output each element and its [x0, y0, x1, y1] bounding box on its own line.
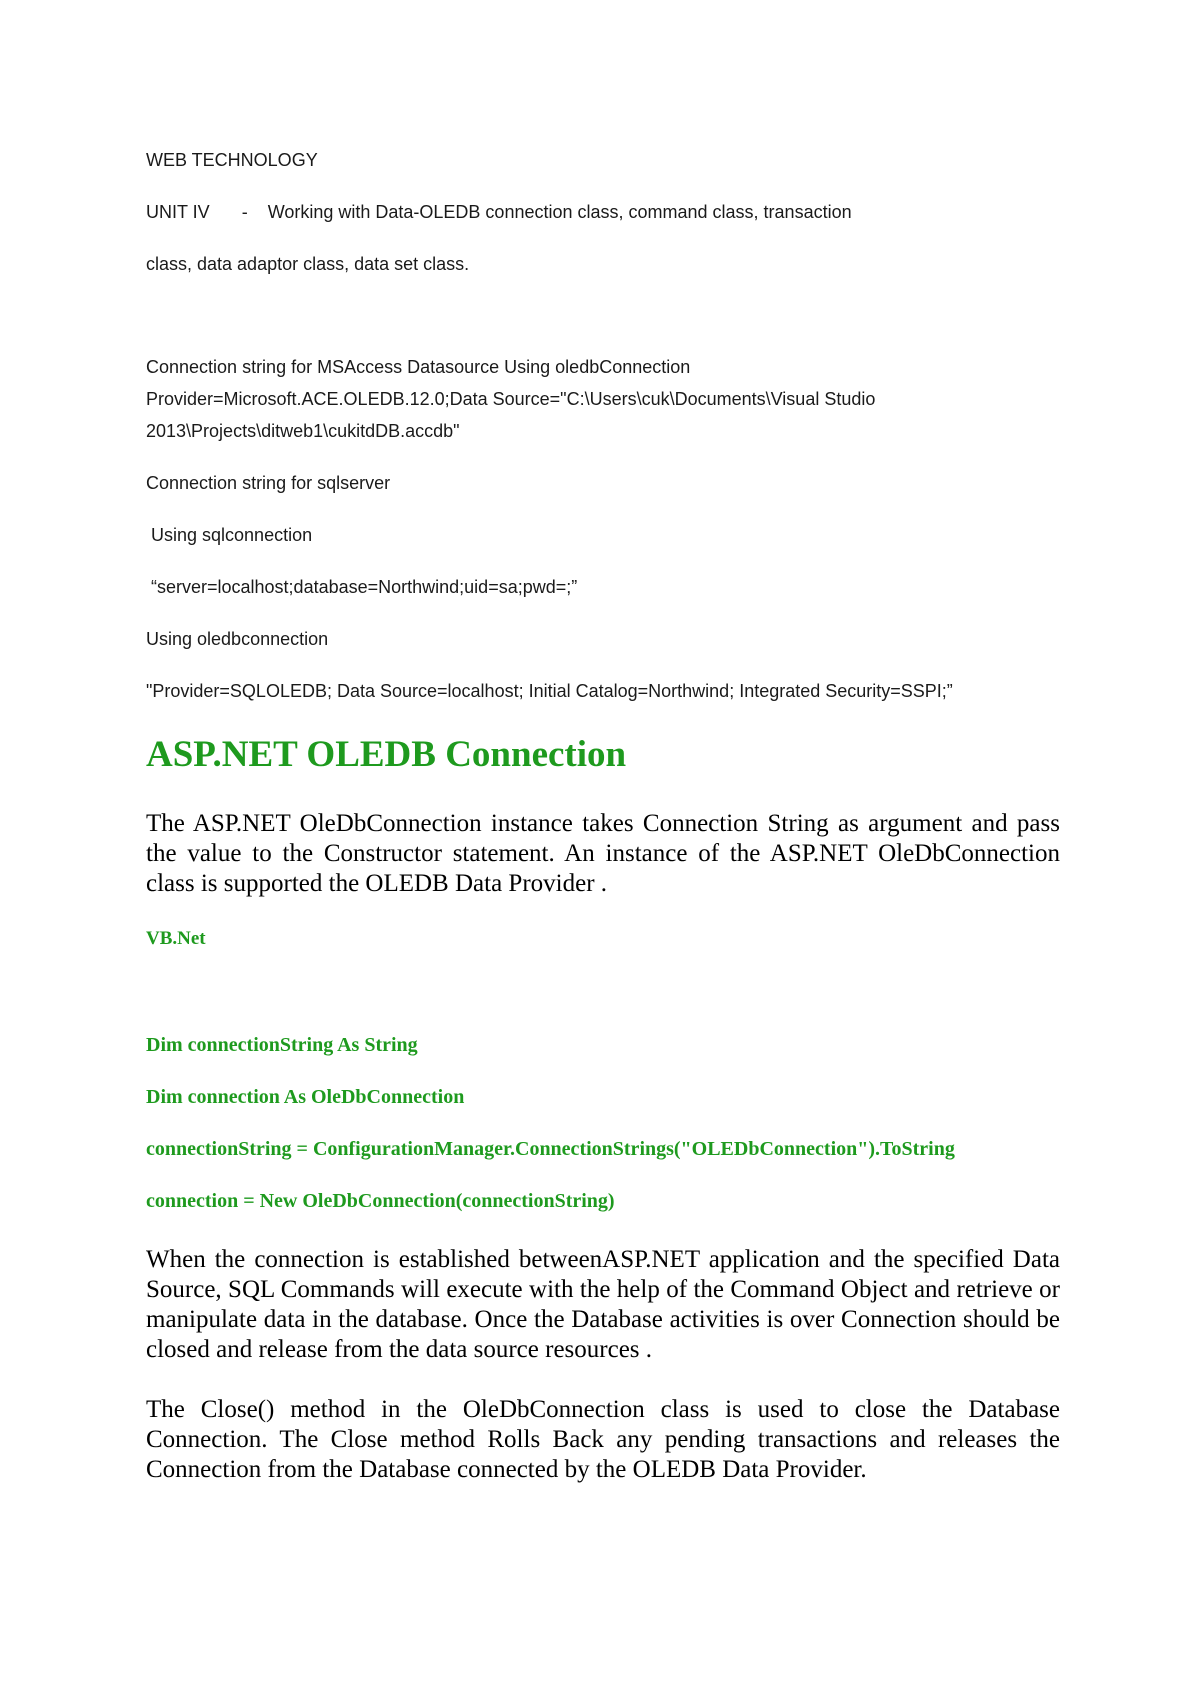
sqlserver-title: Connection string for sqlserver: [146, 473, 391, 493]
msaccess-connection-string-continued: 2013\Projects\ditweb1\cukitdDB.accdb": [146, 421, 460, 441]
code-line: Dim connectionString As String: [146, 1034, 418, 1056]
unit-heading: [146, 202, 852, 223]
sqlconnection-string: “server=localhost;database=Northwind;uid=sa;pwd=;”: [146, 577, 578, 597]
section-heading: ASP.NET OLEDB Connection: [146, 734, 627, 775]
unit-dash: -: [241, 202, 248, 222]
oledb-connection-string: "Provider=SQLOLEDB; Data Source=localhost; Initial Catalog=Northwind; Integrated Security=SSPI;”: [146, 681, 953, 701]
code-line: Dim connection As OleDbConnection: [146, 1086, 465, 1108]
msaccess-connection-string: Provider=Microsoft.ACE.OLEDB.12.0;Data Source="C:\Users\cuk\Documents\Visual Studio: [146, 389, 876, 409]
code-line: connectionString = ConfigurationManager.ConnectionStrings("OLEDbConnection").ToString: [146, 1138, 955, 1160]
unit-topic-continued: class, data adaptor class, data set class.: [146, 254, 470, 274]
unit-topic: Working with Data-OLEDB connection class, command class, transaction: [267, 202, 852, 222]
connection-paragraph: When the connection is established betweenASP.NET application and the specified Data Source, SQL Commands will execute with the help of the Command Object and retrieve or manipulate data in the database. Once the Database activities is over Connection should be closed and release from the data source resources .: [146, 1246, 1060, 1363]
msaccess-title: Connection string for MSAccess Datasource Using oledbConnection: [146, 357, 691, 377]
using-oledbconnection-label: Using oledbconnection: [146, 629, 329, 649]
course-title: WEB TECHNOLOGY: [146, 150, 318, 170]
intro-paragraph: The ASP.NET OleDbConnection instance takes Connection String as argument and pass the value to the Constructor statement. An instance of the ASP.NET OleDbConnection class is supported the OLEDB Data Provider .: [146, 810, 1060, 897]
language-label: VB.Net: [146, 928, 206, 949]
close-method-paragraph: The Close() method in the OleDbConnection class is used to close the Database Connection. The Close method Rolls Back any pending transactions and releases the Connection from the Database connected by the OLEDB Data Provider.: [146, 1396, 1060, 1483]
code-line: connection = New OleDbConnection(connectionString): [146, 1190, 615, 1212]
unit-label: UNIT IV: [146, 202, 210, 222]
using-sqlconnection-label: Using sqlconnection: [146, 525, 313, 545]
